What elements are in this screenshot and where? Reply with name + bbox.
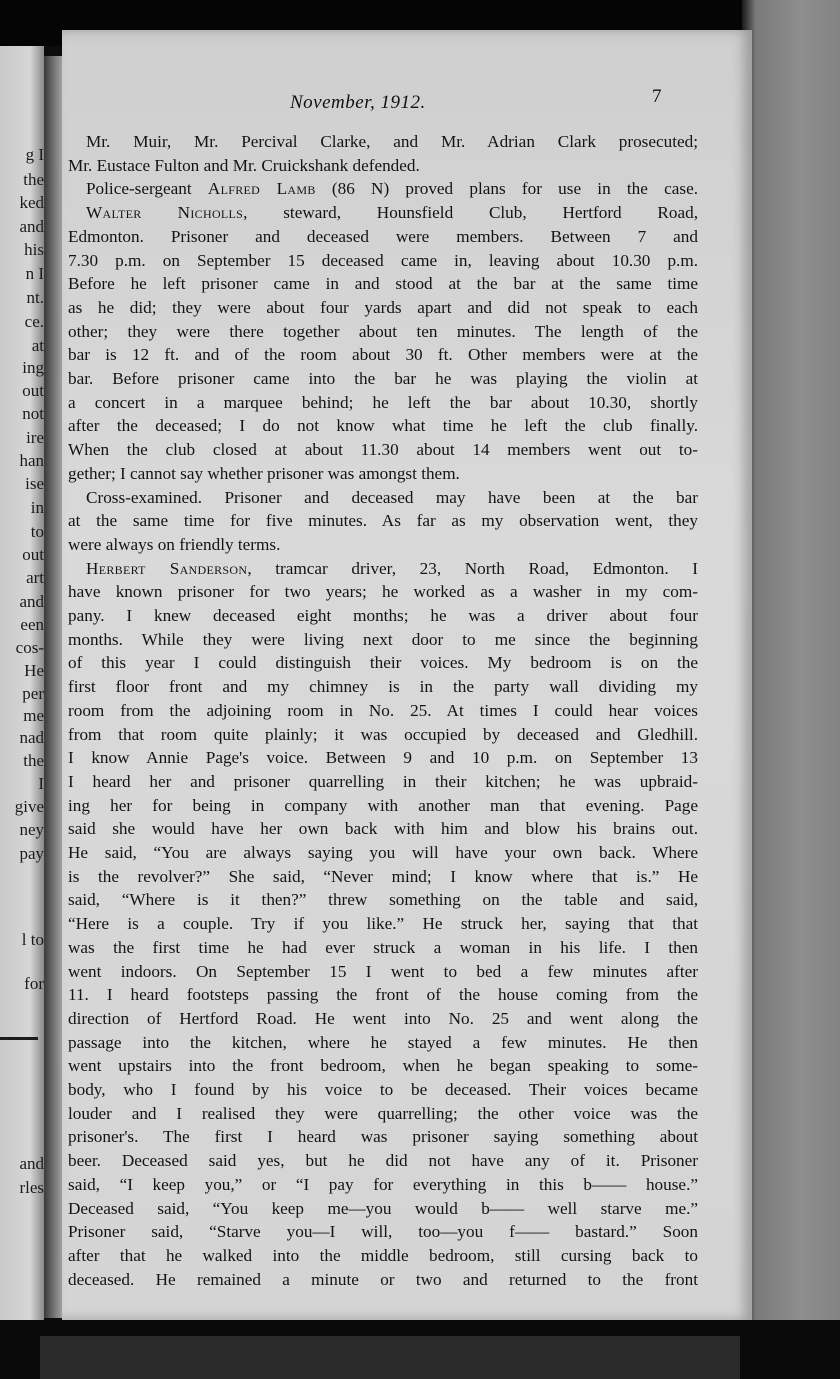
page-number: 7 (652, 86, 662, 107)
left-page-fragment: ire (26, 428, 44, 447)
text-line: went indoors. On September 15 I went to bed a few minutes after (68, 962, 698, 981)
text-line: direction of Hertford Road. He went into No. 25 and went along the (68, 1009, 698, 1028)
text-line: passage into the kitchen, where he stayed a few minutes. He then (68, 1033, 698, 1052)
left-page-fragment: l to (21, 930, 44, 949)
left-page-fragment: pay (19, 844, 44, 863)
left-page-fragment: for (24, 974, 44, 993)
text-line: beer. Deceased said yes, but he did not have any of it. Prisoner (68, 1151, 698, 1170)
text-line: said she would have her own back with him and blow his brains out. (68, 819, 698, 838)
text-line: after the deceased; I do not know what time he left the club finally. (68, 416, 698, 435)
text-line: Edmonton. Prisoner and deceased were members. Between 7 and (68, 227, 698, 246)
left-page-fragment: per (22, 684, 44, 703)
text-line: 7.30 p.m. on September 15 deceased came in, leaving about 10.30 p.m. (68, 251, 698, 270)
text-line: said, “Where is it then?” threw something on the table and said, (68, 890, 698, 909)
text-line: room from the adjoining room in No. 25. At times I could hear voices (68, 701, 698, 720)
left-page-fragment: han (19, 451, 44, 470)
left-page-fragment: g I (25, 145, 44, 164)
text-line: as he did; they were about four yards apart and did not speak to each (68, 298, 698, 317)
text-line: have known prisoner for two years; he worked as a washer in my com- (68, 582, 698, 601)
line-text: , steward, Hounsfield Club, Hertford Road, (243, 203, 698, 222)
text-line: at the same time for five minutes. As far as my observation went, they (68, 511, 698, 530)
left-page-fragment: een (20, 615, 44, 634)
witness-name: Alfred Lamb (207, 179, 316, 198)
left-page-fragment: and (19, 1154, 44, 1173)
left-page-fragment: the (23, 751, 44, 770)
left-page-rule (0, 1037, 38, 1040)
text-line: When the club closed at about 11.30 about 14 members went out to- (68, 440, 698, 459)
text-line: after that he walked into the middle bedroom, still cursing back to (68, 1246, 698, 1265)
text-line: of this year I could distinguish their voices. My bedroom is on the (68, 653, 698, 672)
left-page-fragment: He (24, 661, 44, 680)
left-page-fragment: out (22, 545, 44, 564)
text-line (86, 177, 698, 201)
left-page-fragment: ing (22, 358, 44, 377)
left-page-fragment: and (19, 592, 44, 611)
text-line: Before he left prisoner came in and stood at the bar at the same time (68, 274, 698, 293)
text-line: were always on friendly terms. (68, 535, 281, 554)
left-page-fragment: cos- (15, 638, 44, 657)
left-page-fragment: ked (19, 193, 44, 212)
text-line: “Here is a couple. Try if you like.” He struck her, saying that that (68, 914, 698, 933)
text-line: Cross-examined. Prisoner and deceased may have been at the bar (86, 488, 698, 507)
text-line: He said, “You are always saying you will have your own back. Where (68, 843, 698, 862)
text-line: went upstairs into the front bedroom, when he began speaking to some- (68, 1056, 698, 1075)
text-line: 11. I heard footsteps passing the front of the house coming from the (68, 985, 698, 1004)
right-book-edge (742, 0, 840, 1379)
text-line: gether; I cannot say whether prisoner was amongst them. (68, 464, 460, 483)
left-page-fragment: art (26, 568, 44, 587)
left-page-fragment: ce. (24, 312, 44, 331)
text-line: I heard her and prisoner quarrelling in their kitchen; he was upbraid- (68, 772, 698, 791)
line-text: (86 N) proved plans for use in the case. (315, 179, 698, 198)
left-page-fragment: n I (25, 264, 44, 283)
text-line: first floor front and my chimney is in the party wall dividing my (68, 677, 698, 696)
text-line: louder and I realised they were quarrelling; the other voice was the (68, 1104, 698, 1123)
text-line: from that room quite plainly; it was occupied by deceased and Gledhill. (68, 725, 698, 744)
line-text: Police-sergeant (86, 179, 208, 198)
left-page-fragment: me (23, 706, 44, 725)
left-page-fragment: and (19, 217, 44, 236)
left-page-fragment: nad (19, 728, 44, 747)
text-line: a concert in a marquee behind; he left the bar about 10.30, shortly (68, 393, 698, 412)
page-header-date: November, 1912. (290, 92, 426, 113)
left-page-fragment: to (30, 522, 44, 541)
text-line: prisoner's. The first I heard was prisoner saying something about (68, 1127, 698, 1146)
text-line: other; they were there together about ten minutes. The length of the (68, 322, 698, 341)
text-line: body, who I found by his voice to be deceased. Their voices became (68, 1080, 698, 1099)
text-line: bar. Before prisoner came into the bar he was playing the violin at (68, 369, 698, 388)
witness-name: Walter Nicholls (86, 203, 244, 222)
text-line: I know Annie Page's voice. Between 9 and 10 p.m. on September 13 (68, 748, 698, 767)
text-line: Mr. Muir, Mr. Percival Clarke, and Mr. Adrian Clark prosecuted; (86, 132, 698, 151)
left-page-fragment: ise (25, 474, 44, 493)
text-line: months. While they were living next door to me since the beginning (68, 630, 698, 649)
text-line (86, 201, 698, 225)
witness-name: Herbert Sanderson (86, 559, 248, 578)
text-line: is the revolver?” She said, “Never mind; I know where that is.” He (68, 867, 698, 886)
left-page-fragment: in (30, 498, 44, 517)
left-page-fragment: his (24, 240, 44, 259)
text-line: Deceased said, “You keep me—you would b—— well starve me.” (68, 1199, 698, 1218)
text-line: bar is 12 ft. and of the room about 30 ft. Other members were at the (68, 345, 698, 364)
text-line (86, 557, 698, 581)
left-page-fragment: ney (19, 820, 44, 839)
line-text: , tramcar driver, 23, North Road, Edmonton. I (247, 559, 698, 578)
left-page-fragment: nt. (26, 288, 44, 307)
left-page-fragment: give (14, 797, 44, 816)
left-page-fragment: rles (19, 1178, 44, 1197)
text-line: Mr. Eustace Fulton and Mr. Cruickshank defended. (68, 156, 420, 175)
left-page-fragment: I (38, 774, 44, 793)
text-line: Prisoner said, “Starve you—I will, too—you f—— bastard.” Soon (68, 1222, 698, 1241)
left-page-fragment: at (31, 336, 44, 355)
text-line: ing her for being in company with another man that evening. Page (68, 796, 698, 815)
text-line: was the first time he had ever struck a woman in his life. I then (68, 938, 698, 957)
left-page-fragment: out (22, 381, 44, 400)
left-page-fragment: the (23, 170, 44, 189)
text-line: said, “I keep you,” or “I pay for everything in this b—— house.” (68, 1175, 698, 1194)
left-page-fragment: not (22, 404, 44, 423)
text-line: pany. I knew deceased eight months; he was a driver about four (68, 606, 698, 625)
next-page-edge (40, 1336, 740, 1379)
text-line: deceased. He remained a minute or two and returned to the front (68, 1270, 698, 1289)
